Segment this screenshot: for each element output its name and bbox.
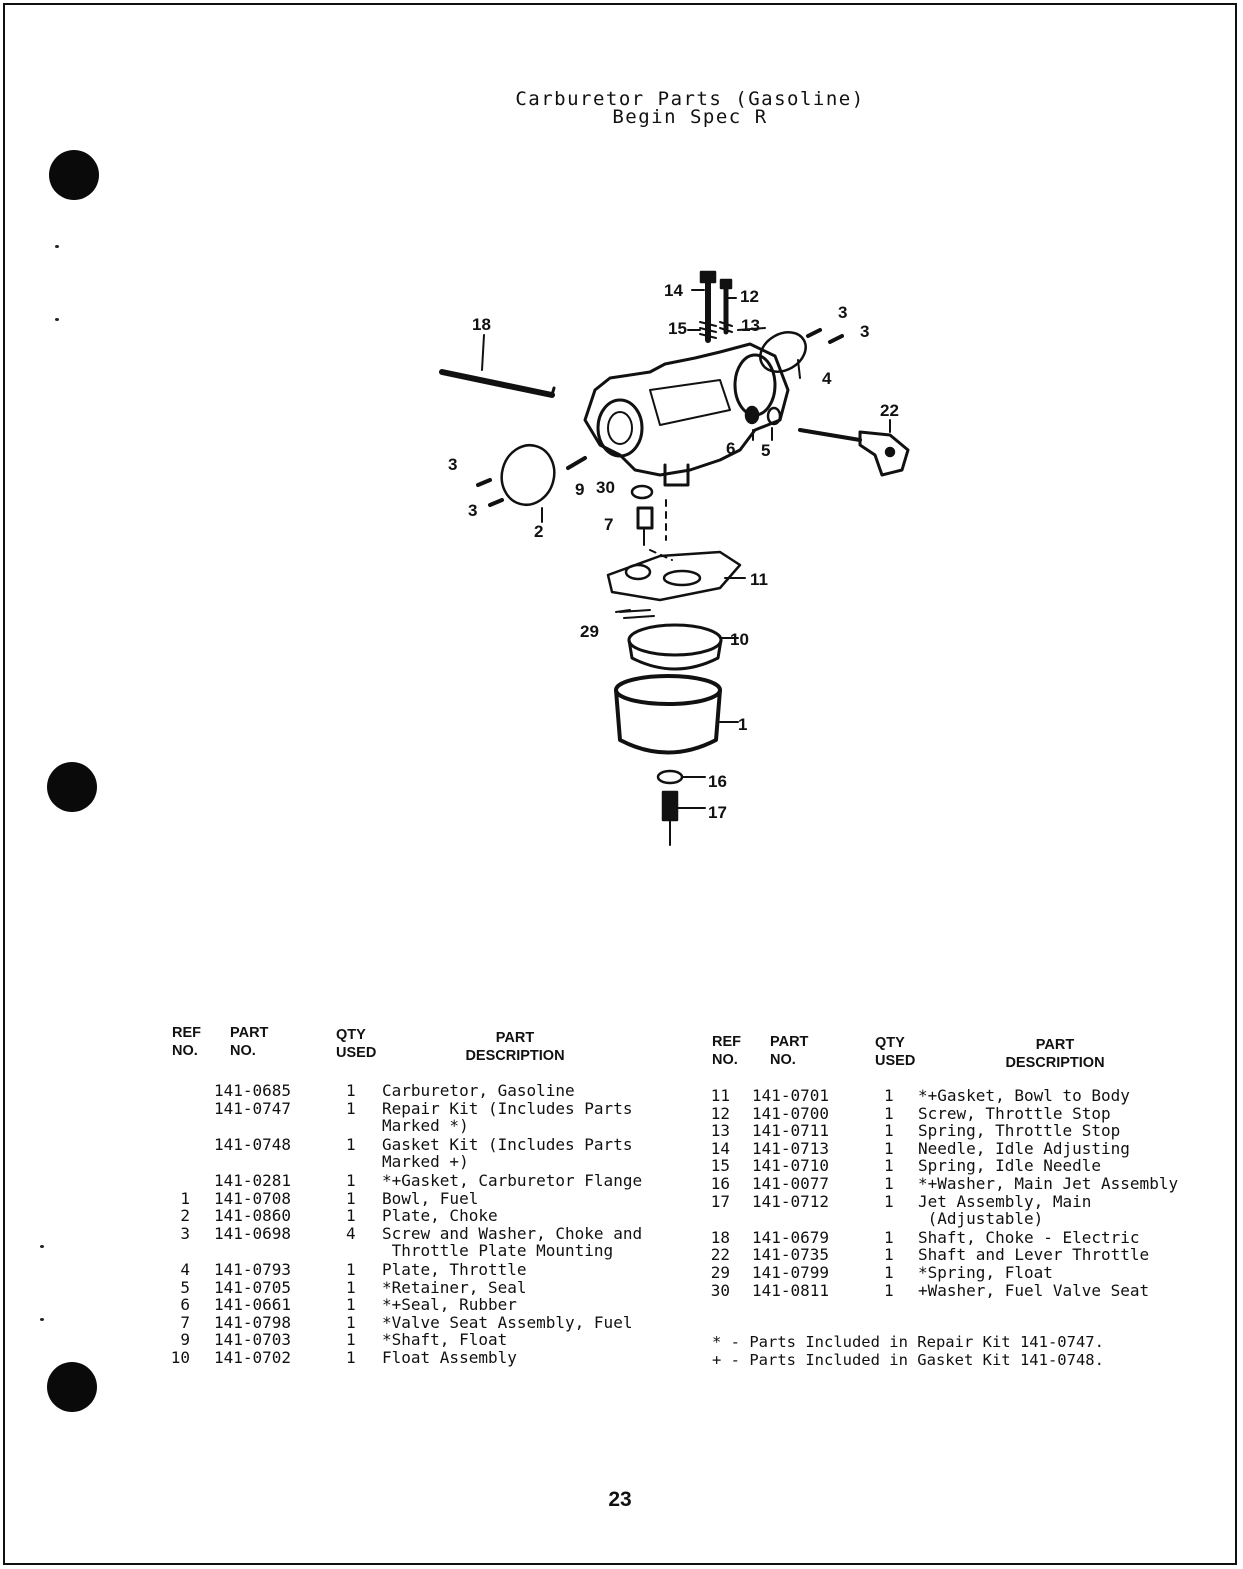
table-cell-qty: 4	[346, 1223, 356, 1243]
table-cell-part: 141-0701	[752, 1086, 830, 1105]
callout-label: 13	[741, 316, 760, 335]
callout-label: 16	[708, 772, 727, 791]
table-cell-qty: 1	[346, 1171, 356, 1190]
table-cell-ref: 15	[710, 1156, 730, 1176]
table-cell-ref: 6	[180, 1295, 190, 1315]
callout-label: 30	[596, 478, 615, 497]
table-cell-ref: 22	[710, 1245, 730, 1265]
callout-label: 7	[604, 515, 614, 534]
table-cell-part: 141-0708	[214, 1188, 292, 1208]
callout-label: 10	[730, 630, 749, 649]
table-cell-ref: 11	[710, 1086, 730, 1105]
callout-label: 5	[761, 441, 771, 460]
table-cell-part: 141-0705	[214, 1277, 292, 1297]
table-cell-qty: 1	[346, 1330, 356, 1350]
table-cell-ref: 1	[180, 1188, 190, 1208]
table-cell-part: 141-0703	[214, 1330, 292, 1350]
binder-hole-middle	[47, 762, 97, 812]
table-cell-desc: *+Washer, Main Jet Assembly	[918, 1174, 1179, 1193]
table-cell-part: 141-0661	[214, 1295, 292, 1315]
footnote-gasket-kit: + - Parts Included in Gasket Kit 141-0748.	[712, 1351, 1104, 1369]
page-title: Carburetor Parts (Gasoline)	[515, 88, 865, 110]
table-cell-ref: 7	[180, 1312, 190, 1332]
table-cell-desc: +Washer, Fuel Valve Seat	[918, 1280, 1150, 1300]
table-cell-desc: Jet Assembly, Main (Adjustable)	[918, 1191, 1092, 1229]
table-cell-desc: Screw and Washer, Choke and Throttle Plate Mounting	[382, 1223, 643, 1261]
callout-label: 9	[575, 480, 585, 499]
carburetor-exploded-diagram	[420, 260, 940, 860]
table-cell-desc: *+Gasket, Carburetor Flange	[382, 1171, 643, 1190]
table-cell-desc: Bowl, Fuel	[382, 1188, 479, 1208]
callout-label: 22	[880, 401, 899, 420]
table-cell-qty: 1	[884, 1174, 894, 1193]
table-cell-desc: Float Assembly	[382, 1348, 517, 1367]
callout-label: 1	[738, 715, 748, 734]
table-cell-part: 141-0679	[752, 1227, 830, 1247]
table-cell-qty: 1	[346, 1134, 356, 1154]
callout-label: 11	[750, 570, 768, 589]
callout-label: 15	[668, 319, 687, 338]
table-cell-qty: 1	[884, 1263, 894, 1282]
table-cell-part: 141-0747	[214, 1098, 292, 1118]
table-cell-part: 141-0711	[752, 1121, 830, 1141]
table-cell-ref: 9	[180, 1330, 190, 1350]
callout-label: 2	[534, 522, 544, 541]
callout-label: 3	[838, 303, 848, 322]
table-cell-qty: 1	[884, 1191, 894, 1211]
table-cell-part: 141-0860	[214, 1206, 292, 1226]
table-cell-desc: Spring, Throttle Stop	[918, 1121, 1121, 1141]
callout-label: 17	[708, 803, 727, 822]
table-cell-qty: 1	[884, 1121, 894, 1141]
table-cell-ref: 5	[180, 1277, 190, 1297]
speck	[55, 245, 59, 248]
callout-label: 3	[860, 322, 870, 341]
table-cell-desc: Shaft, Choke - Electric	[918, 1227, 1140, 1247]
callout-label: 12	[740, 287, 759, 306]
table-cell-qty: 1	[346, 1098, 356, 1118]
table-cell-desc: *Valve Seat Assembly, Fuel	[382, 1312, 633, 1332]
table-cell-part: 141-0811	[752, 1280, 830, 1300]
table-cell-qty: 1	[884, 1156, 894, 1176]
table-cell-desc: Needle, Idle Adjusting	[918, 1138, 1130, 1158]
header-part-description: PART DESCRIPTION	[465, 1030, 565, 1064]
callout-label: 3	[468, 501, 478, 520]
table-cell-desc: *Shaft, Float	[382, 1330, 508, 1350]
table-cell-part: 141-0748	[214, 1134, 292, 1154]
table-cell-qty: 1	[884, 1280, 894, 1300]
table-cell-qty: 1	[884, 1138, 894, 1158]
table-cell-qty: 1	[346, 1206, 356, 1226]
table-cell-desc: *+Gasket, Bowl to Body	[918, 1086, 1130, 1105]
table-cell-ref: 13	[710, 1121, 730, 1141]
table-cell-ref: 2	[180, 1206, 190, 1226]
table-cell-part: 141-0698	[214, 1223, 292, 1243]
table-cell-part: 141-0685	[214, 1081, 292, 1100]
table-cell-part: 141-0712	[752, 1191, 830, 1211]
table-cell-part: 141-0735	[752, 1245, 830, 1265]
table-cell-qty: 1	[884, 1103, 894, 1123]
table-cell-ref: 3	[180, 1223, 190, 1243]
table-cell-desc: Plate, Throttle	[382, 1260, 527, 1279]
callout-label: 18	[472, 315, 491, 334]
table-cell-qty: 1	[346, 1188, 356, 1208]
table-cell-qty: 1	[346, 1260, 356, 1279]
header-ref-no: REF NO.	[172, 1025, 201, 1059]
callout-label: 3	[448, 455, 458, 474]
table-cell-ref: 30	[710, 1280, 730, 1300]
table-cell-part: 141-0793	[214, 1260, 292, 1279]
table-cell-desc: Gasket Kit (Includes Parts Marked +)	[382, 1134, 633, 1172]
table-cell-desc: *Spring, Float	[918, 1263, 1053, 1282]
page-number: 23	[608, 1488, 632, 1511]
table-cell-part: 141-0700	[752, 1103, 830, 1123]
table-cell-desc: Carburetor, Gasoline	[382, 1081, 575, 1100]
table-cell-qty: 1	[346, 1277, 356, 1297]
table-cell-desc: *Retainer, Seal	[382, 1277, 527, 1297]
table-cell-desc: Repair Kit (Includes Parts Marked *)	[382, 1098, 633, 1136]
table-cell-desc: Shaft and Lever Throttle	[918, 1245, 1150, 1265]
table-cell-desc: Plate, Choke	[382, 1206, 498, 1226]
header-ref-no: REF NO.	[712, 1034, 741, 1068]
table-cell-part: 141-0281	[214, 1171, 292, 1190]
table-cell-ref: 14	[710, 1138, 730, 1158]
page-subtitle: Begin Spec R	[612, 106, 768, 128]
speck	[40, 1245, 44, 1248]
header-part-no: PART NO.	[230, 1025, 269, 1059]
table-cell-ref: 17	[710, 1191, 730, 1211]
speck	[40, 1318, 44, 1321]
table-cell-part: 141-0077	[752, 1174, 830, 1193]
callout-label: 4	[822, 369, 832, 388]
binder-hole-top	[49, 150, 99, 200]
callout-label: 29	[580, 622, 599, 641]
table-cell-desc: Spring, Idle Needle	[918, 1156, 1102, 1176]
table-cell-qty: 1	[884, 1086, 894, 1105]
binder-hole-bottom	[47, 1362, 97, 1412]
table-cell-qty: 1	[346, 1312, 356, 1332]
table-cell-qty: 1	[346, 1081, 356, 1100]
table-cell-part: 141-0798	[214, 1312, 292, 1332]
header-part-description: PART DESCRIPTION	[1005, 1037, 1105, 1071]
table-cell-desc: Screw, Throttle Stop	[918, 1103, 1111, 1123]
header-qty-used: QTY USED	[336, 1027, 377, 1061]
table-cell-desc: *+Seal, Rubber	[382, 1295, 517, 1315]
table-cell-part: 141-0710	[752, 1156, 830, 1176]
table-cell-part: 141-0799	[752, 1263, 830, 1282]
table-cell-qty: 1	[346, 1348, 356, 1367]
table-cell-ref: 12	[710, 1103, 730, 1123]
header-qty-used: QTY USED	[875, 1035, 916, 1069]
table-cell-part: 141-0702	[214, 1348, 292, 1367]
table-cell-ref: 16	[710, 1174, 730, 1193]
callout-label: 14	[664, 281, 683, 300]
table-cell-qty: 1	[346, 1295, 356, 1315]
table-cell-ref: 4	[180, 1260, 190, 1279]
table-cell-ref: 10	[170, 1348, 190, 1367]
table-cell-qty: 1	[884, 1227, 894, 1247]
callout-label: 6	[726, 439, 736, 458]
table-cell-ref: 29	[710, 1263, 730, 1282]
table-cell-ref: 18	[710, 1227, 730, 1247]
speck	[55, 318, 59, 321]
table-cell-qty: 1	[884, 1245, 894, 1265]
footnote-repair-kit: * - Parts Included in Repair Kit 141-0747.	[712, 1333, 1104, 1351]
table-cell-part: 141-0713	[752, 1138, 830, 1158]
header-part-no: PART NO.	[770, 1034, 809, 1068]
